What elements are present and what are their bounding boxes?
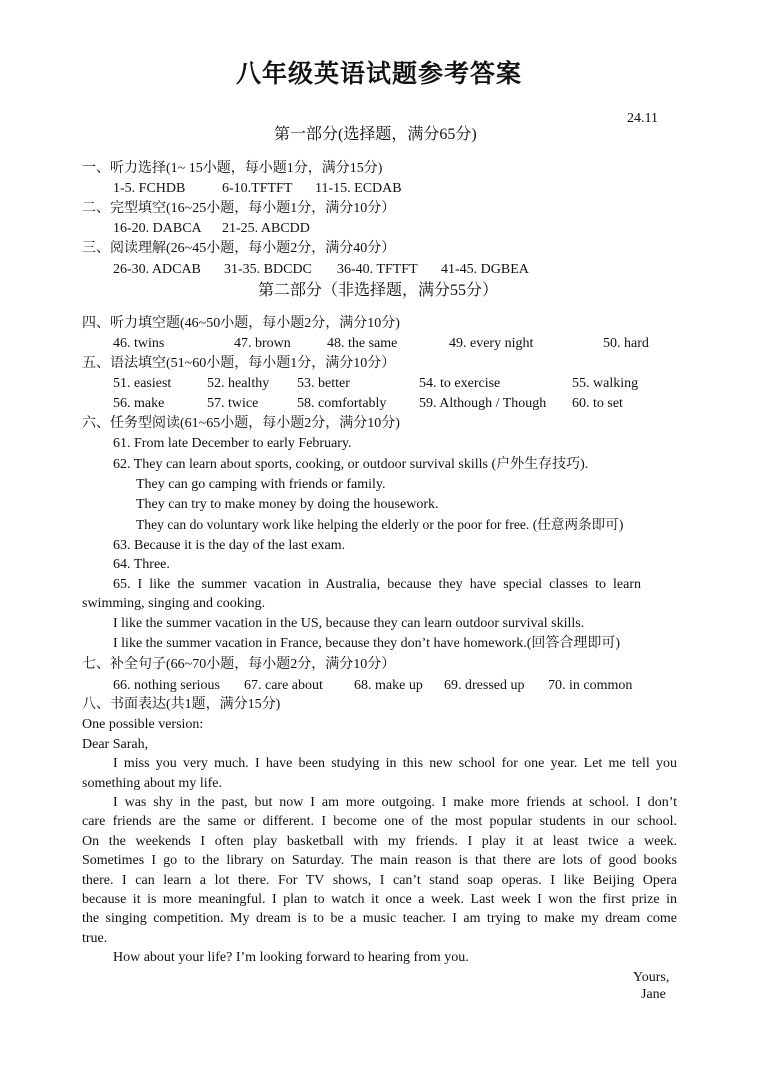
section-6-heading: 六、任务型阅读(61~65小题，每小题2分，满分10分) [82,416,400,431]
letter-paragraph-2-line: there. I can learn a lot there. For TV shows, I can’t stand soap operas. I like Beijing Opera [82,873,677,888]
answer-49: 49. every night [449,336,534,351]
answer-31-35: 31-35. BDCDC [224,262,312,277]
answer-54: 54. to exercise [419,376,501,391]
answer-26-30: 26-30. ADCAB [113,262,201,277]
letter-paragraph-1-line: something about my life. [82,776,222,791]
answer-6-10: 6-10.TFTFT [222,181,293,196]
letter-paragraph-2-line: care friends are the same or different. I become one of the most popular students in our school. [82,814,677,829]
answer-67: 67. care about [244,678,323,693]
letter-closing: Yours, [633,970,670,985]
letter-paragraph-2-line: Sometimes I go to the library on Saturday. The main reason is that there are lots of good books [82,853,677,868]
answer-50: 50. hard [603,336,649,351]
answer-47: 47. brown [234,336,291,351]
answer-48: 48. the same [327,336,398,351]
part-one-heading: 第一部分(选择题，满分65分) [274,126,477,143]
answer-65-line-4: I like the summer vacation in France, because they don’t have homework.(回答合理即可) [113,636,621,651]
answer-70: 70. in common [548,678,633,693]
answer-62-line-2: They can go camping with friends or family. [136,477,386,492]
answer-53: 53. better [297,376,350,391]
section-4-heading: 四、听力填空题(46~50小题，每小题2分，满分10分) [82,316,400,331]
answer-65: 65. I like the summer vacation in Australia, because they have special classes to learn [113,577,641,592]
sample-version-label: One possible version: [82,717,204,732]
date-label: 24.11 [627,111,658,126]
answer-65-line-3: I like the summer vacation in the US, because they can learn outdoor survival skills. [113,616,585,631]
answer-52: 52. healthy [207,376,270,391]
answer-69: 69. dressed up [444,678,525,693]
answer-61: 61. From late December to early February. [113,436,352,451]
letter-paragraph-2-line: because it is more meaningful. I plan to watch it once a week. Last week I won the first prize in [82,892,677,907]
answer-59: 59. Although / Though [419,396,547,411]
answer-66: 66. nothing serious [113,678,220,693]
answer-46: 46. twins [113,336,165,351]
letter-paragraph-2-line: I was shy in the past, but now I am more outgoing. I make more friends at school. I don’t [113,795,677,810]
answer-57: 57. twice [207,396,259,411]
answer-21-25: 21-25. ABCDD [222,221,310,236]
letter-paragraph-2-line: true. [82,931,108,946]
page-title: 八年级英语试题参考答案 [236,61,523,88]
letter-paragraph-2-line: the singing competition. My dream is to be a music teacher. I am trying to make my dream come [82,911,677,926]
answer-68: 68. make up [354,678,423,693]
answer-65-line-2: swimming, singing and cooking. [82,596,266,611]
section-5-heading: 五、语法填空(51~60小题，每小题1分，满分10分） [82,356,396,371]
answer-64: 64. Three. [113,557,170,572]
answer-56: 56. make [113,396,165,411]
letter-paragraph-3: How about your life? I’m looking forward to hearing from you. [113,950,469,965]
letter-paragraph-2-line: On the weekends I often play basketball with my friends. I play it at least twice a week. [82,834,677,849]
section-8-heading: 八、书面表达(共1题，满分15分) [82,697,281,712]
letter-greeting: Dear Sarah, [82,737,149,752]
answer-51: 51. easiest [113,376,172,391]
section-7-heading: 七、补全句子(66~70小题，每小题2分，满分10分） [82,657,396,672]
section-3-heading: 三、阅读理解(26~45小题，每小题2分，满分40分） [82,241,396,256]
answer-60: 60. to set [572,396,623,411]
answer-62: 62. They can learn about sports, cooking, or outdoor survival skills (户外生存技巧). [113,457,589,472]
letter-paragraph-1-line: I miss you very much. I have been studying in this new school for one year. Let me tell you [113,756,677,771]
answer-62-line-3: They can try to make money by doing the housework. [136,497,439,512]
answer-63: 63. Because it is the day of the last exam. [113,538,346,553]
answer-16-20: 16-20. DABCA [113,221,202,236]
answer-55: 55. walking [572,376,639,391]
answer-1-5: 1-5. FCHDB [113,181,186,196]
answer-11-15: 11-15. ECDAB [315,181,402,196]
answer-58: 58. comfortably [297,396,387,411]
letter-signature: Jane [641,987,666,1002]
section-2-heading: 二、完型填空(16~25小题，每小题1分，满分10分） [82,201,396,216]
answer-41-45: 41-45. DGBEA [441,262,529,277]
answer-36-40: 36-40. TFTFT [337,262,418,277]
answer-62-line-4: They can do voluntary work like helping the elderly or the poor for free. (任意两条即可) [136,517,624,532]
section-1-heading: 一、听力选择(1~ 15小题，每小题1分，满分15分) [82,161,383,176]
part-two-heading: 第二部分（非选择题，满分55分） [258,282,499,299]
